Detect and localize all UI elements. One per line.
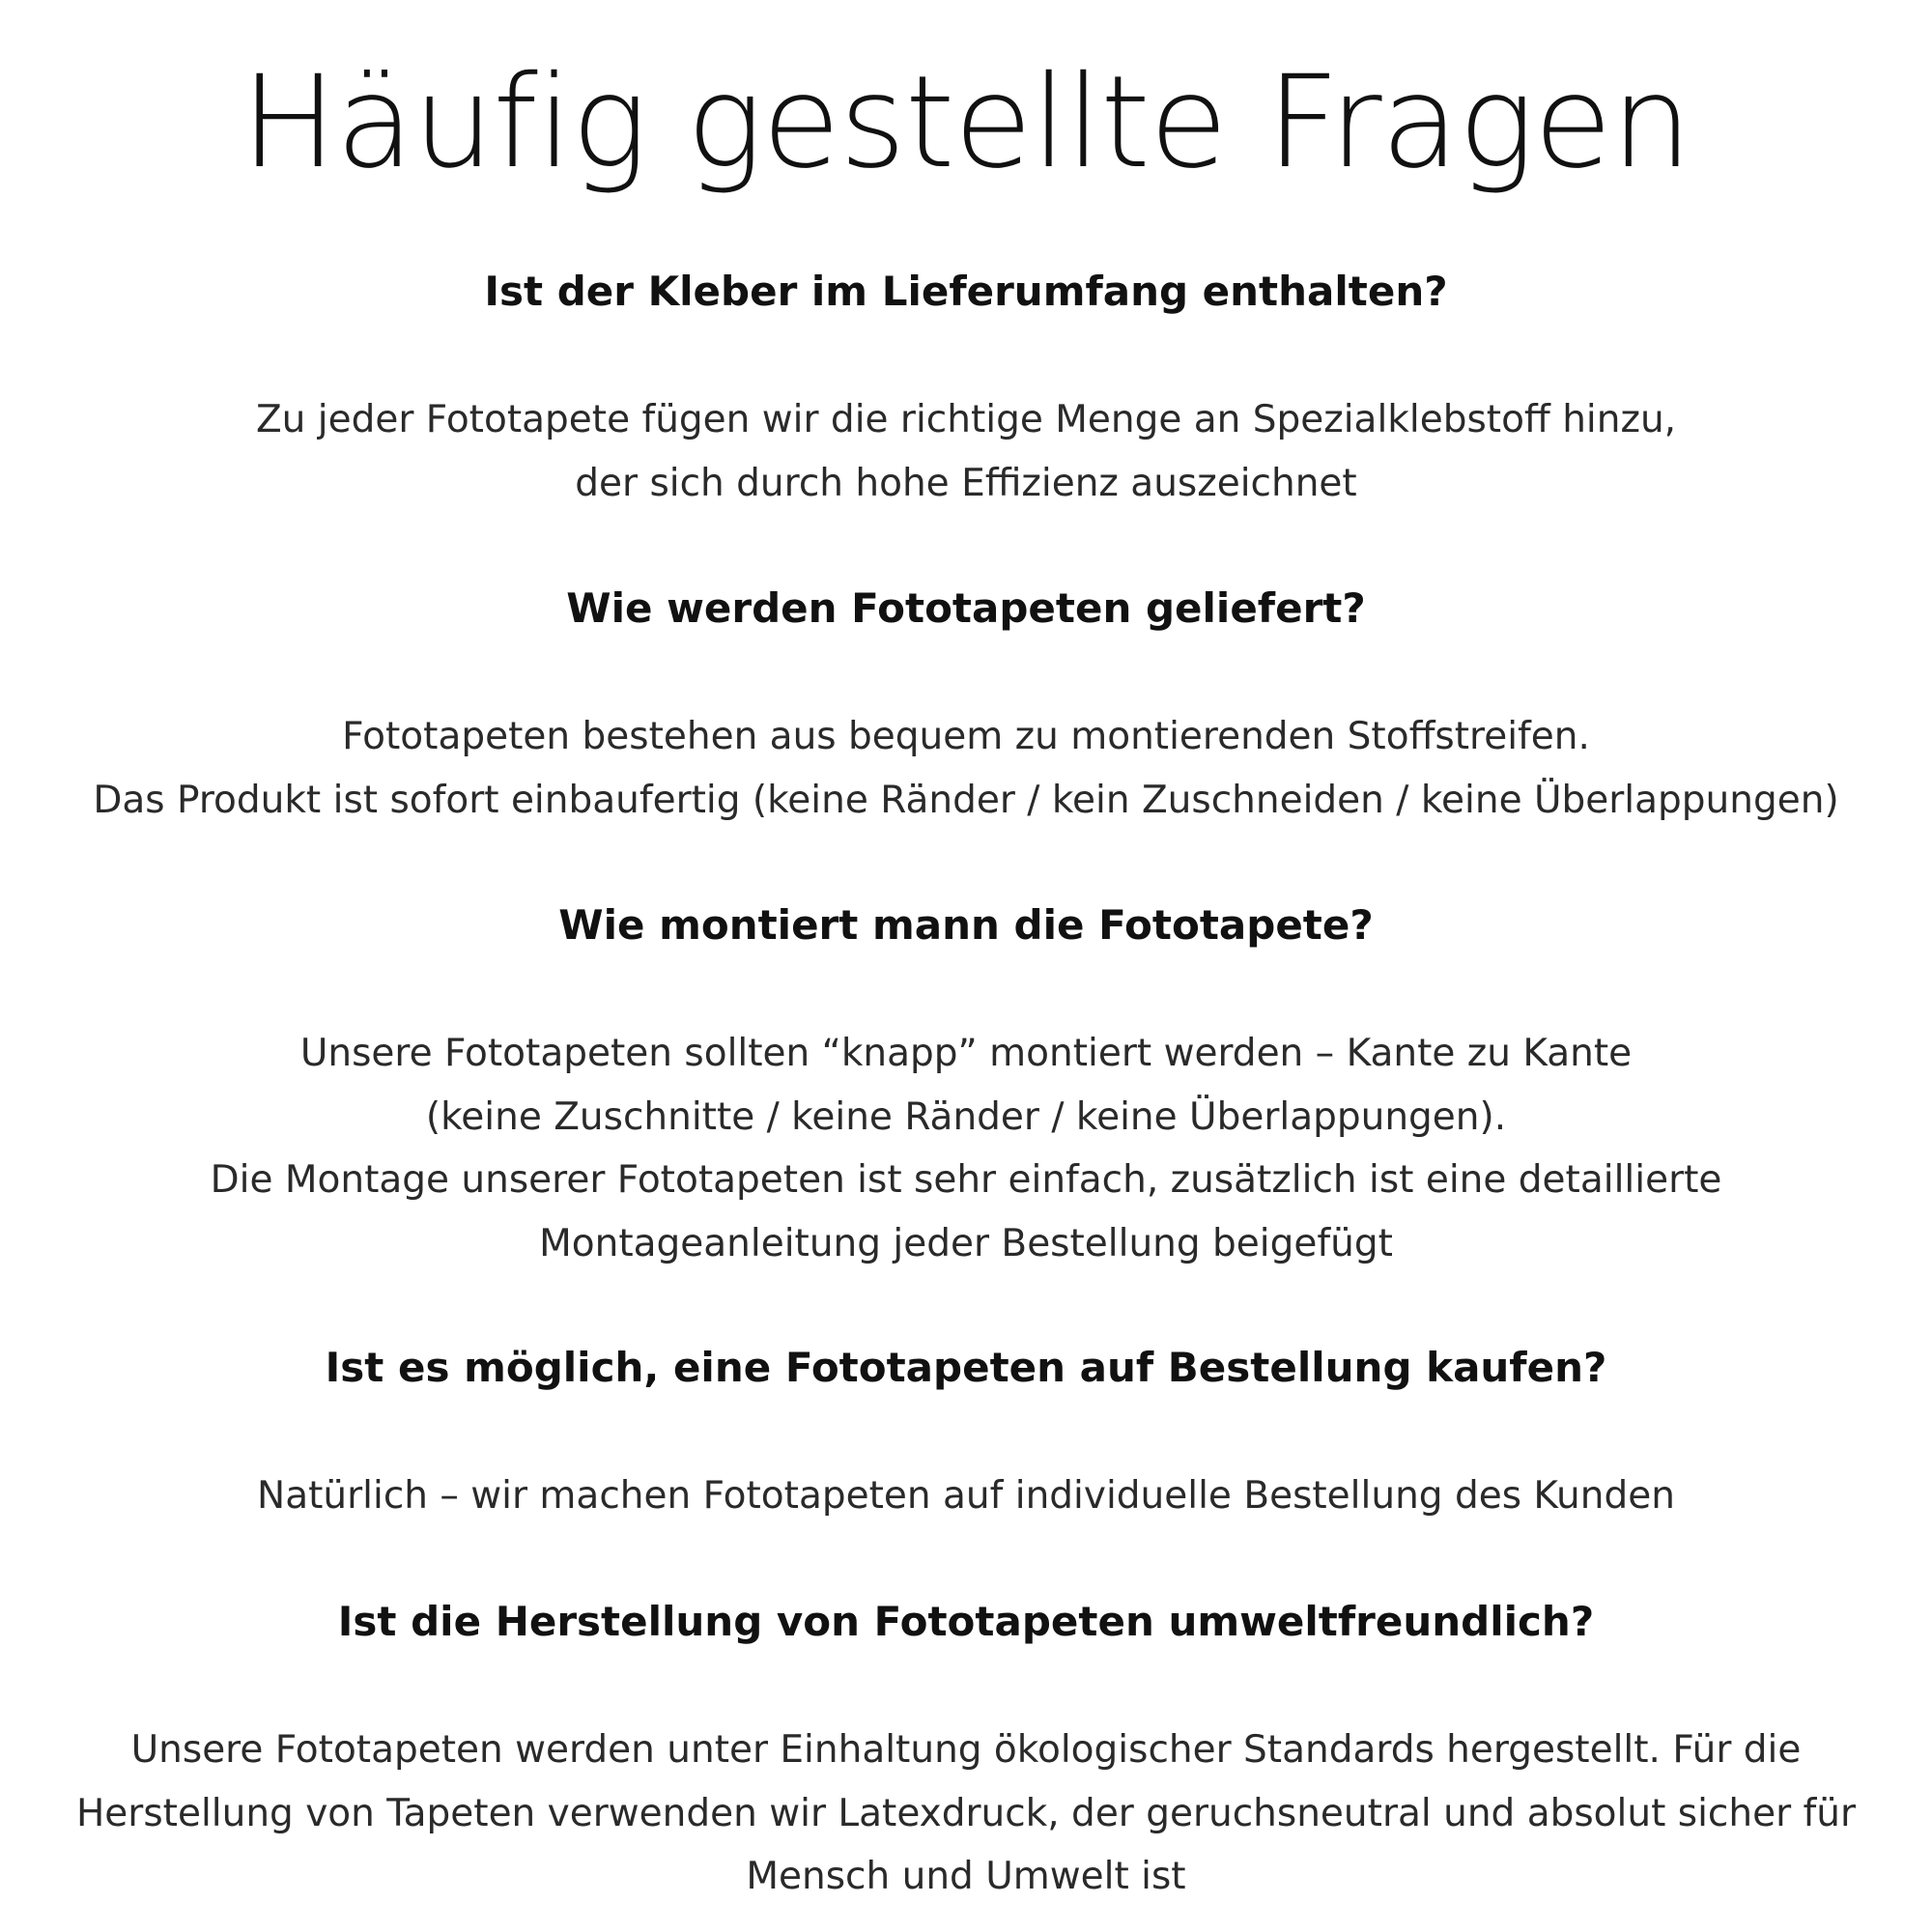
- faq-answer-glue: [0, 388, 1932, 515]
- answer-line: Die Montage unserer Fototapeten ist sehr einfach, zusätzlich ist eine detaillierte: [210, 1158, 1722, 1202]
- answer-line: Natürlich – wir machen Fototapeten auf individuelle Bestellung des Kunden: [257, 1474, 1675, 1518]
- answer-line: Herstellung von Tapeten verwenden wir Latexdruck, der geruchsneutral und absolut sicher für: [75, 1791, 1856, 1835]
- answer-line: Montageanleitung jeder Bestellung beigefügt: [539, 1221, 1393, 1265]
- answer-line: Unsere Fototapeten sollten “knapp” montiert werden – Kante zu Kante: [299, 1032, 1633, 1075]
- answer-line: der sich durch hohe Effizienz auszeichnet: [575, 461, 1357, 505]
- faq-answer-mounting: [0, 1022, 1932, 1275]
- faq-question-glue: Ist der Kleber im Lieferumfang enthalten?: [484, 268, 1448, 315]
- answer-line: Unsere Fototapeten werden unter Einhaltung ökologischer Standards hergestellt. Für die: [130, 1728, 1802, 1772]
- answer-line: Das Produkt ist sofort einbaufertig (keine Ränder / kein Zuschneiden / keine Überlappungen): [93, 778, 1839, 822]
- faq-question-mounting: Wie montiert mann die Fototapete?: [558, 901, 1374, 949]
- answer-line: (keine Zuschnitte / keine Ränder / keine Überlappungen).: [425, 1094, 1507, 1139]
- faq-answer-custom-order: [0, 1464, 1932, 1528]
- answer-line: Zu jeder Fototapete fügen wir die richtige Menge an Spezialklebstoff hinzu,: [255, 398, 1677, 441]
- faq-question-eco: Ist die Herstellung von Fototapeten umweltfreundlich?: [337, 1598, 1595, 1645]
- answer-line: Mensch und Umwelt ist: [746, 1855, 1186, 1898]
- faq-question-delivery: Wie werden Fototapeten geliefert?: [566, 584, 1366, 632]
- answer-line: Fototapeten bestehen aus bequem zu montierenden Stoffstreifen.: [342, 715, 1590, 758]
- faq-answer-eco: [0, 1719, 1932, 1909]
- faq-question-custom-order: Ist es möglich, eine Fototapeten auf Bestellung kaufen?: [325, 1344, 1607, 1391]
- page-title: Häufig gestellte Fragen: [241, 48, 1691, 197]
- faq-answer-delivery: [0, 705, 1932, 832]
